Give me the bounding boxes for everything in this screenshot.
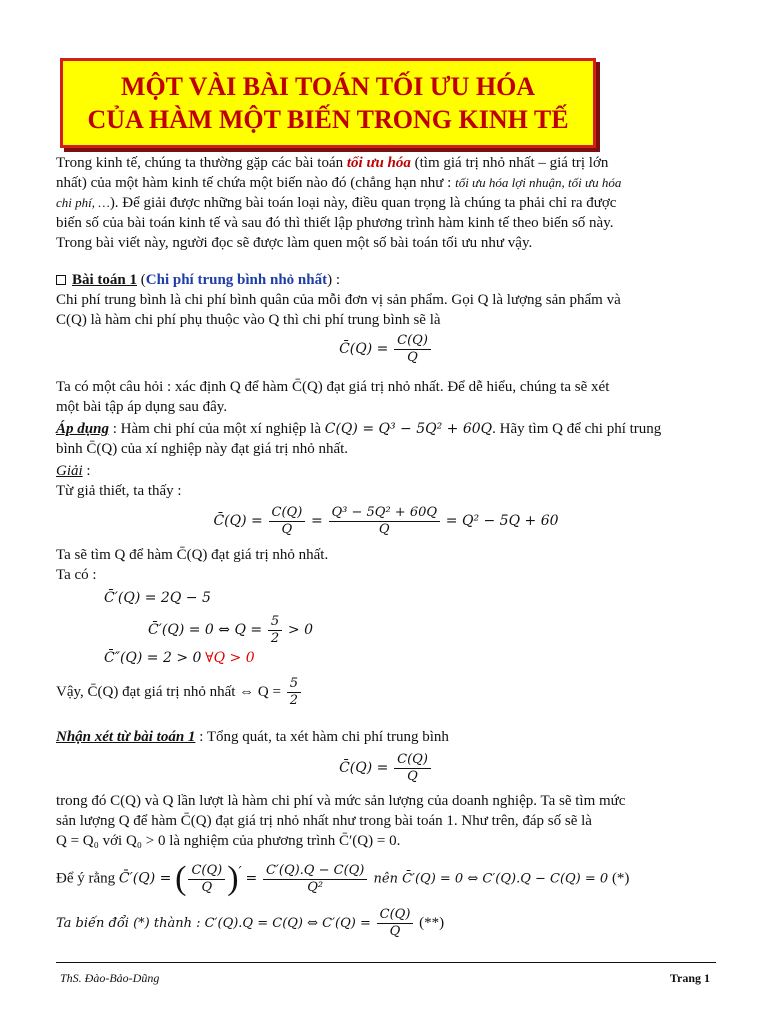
remark-text: trong đó C(Q) và Q lần lượt là hàm chi phí và mức sản lượng của doanh nghiệp. Ta sẽ tìm mức xyxy=(56,793,626,809)
remark-derivative-note: Để ý rằng C̄′(Q) = ( $\frac{C(Q)}{Q}$ )′ = $\frac{C'(Q).Q - C(Q)}{\text{Q²}}$ nên C̄′(Q) = 0 ⇔ C′(Q).Q − C(Q) = 0 (*) xyxy=(56,860,630,897)
colon: : xyxy=(82,463,91,479)
fraction xyxy=(329,505,441,538)
derivative-1 xyxy=(104,588,504,608)
remark-label: Nhận xét từ bài toán 1 xyxy=(56,729,196,745)
fraction-numerator: C′(Q).Q − C(Q) xyxy=(263,863,367,880)
fraction-numerator: 5 xyxy=(268,614,282,631)
fraction xyxy=(287,676,301,709)
remark-paragraph xyxy=(56,791,716,851)
solution-steps xyxy=(56,545,716,585)
derivative-equation: C̄′(Q) = 0 ⇔ Q = xyxy=(148,621,263,638)
application-label: Áp dụng xyxy=(56,421,109,437)
question-text: Ta có một câu hỏi : xác định Q để hàm C̄(Q) đạt giá trị nhỏ nhất. Để dễ hiểu, chúng ta sẽ xét xyxy=(56,379,610,395)
intro-text: Trong kinh tế, chúng ta thường gặp các bài toán xyxy=(56,155,347,171)
eq-lhs: C̄′(Q) = xyxy=(118,870,172,887)
fraction xyxy=(394,752,431,785)
problem1-label: Bài toán 1 xyxy=(72,272,138,288)
paren: ( xyxy=(137,272,146,288)
application-section xyxy=(56,419,716,459)
application-equation: C(Q) = Q³ − 5Q² + 60Q xyxy=(324,421,493,437)
remark-text: sản lượng Q để hàm C̄(Q) đạt giá trị nhỏ nhất như trong bài toán 1. Như trên, đáp số sẽ là xyxy=(56,813,592,829)
question-text: một bài tập áp dụng sau đây. xyxy=(56,399,228,415)
paren: ) : xyxy=(327,272,341,288)
problem1-text: Chi phí trung bình là chi phí bình quân của mỗi đơn vị sản phẩm. Gọi Q là lượng sản phẩm và xyxy=(56,292,621,308)
for-all-condition: ∀Q > 0 xyxy=(205,650,255,666)
intro-paragraph xyxy=(56,153,716,253)
prime-mark: ′ xyxy=(238,864,242,881)
problem1-text: C(Q) là hàm chi phí phụ thuộc vào Q thì chi phí trung bình sẽ là xyxy=(56,312,441,328)
remark-equation: nên C̄′(Q) = 0 ⇔ C′(Q).Q − C(Q) = 0 xyxy=(369,871,609,887)
intro-text: (tìm giá trị nhỏ nhất – giá trị lớn xyxy=(410,155,609,171)
fraction-numerator: C(Q) xyxy=(394,333,431,350)
fraction-denominator: Q² xyxy=(307,879,324,895)
remark-heading xyxy=(56,727,716,747)
equation-tag: (*) xyxy=(608,870,630,887)
derivative-2 xyxy=(148,614,548,647)
footer-author: ThS. Đào-Bảo-Dũng xyxy=(60,971,160,985)
checkbox-icon xyxy=(56,275,66,285)
remark-text: Q = Q₀ với Q₀ > 0 là nghiệm của phương trình C̄′(Q) = 0. xyxy=(56,833,401,849)
application-text: : Hàm chi phí của một xí nghiệp là xyxy=(108,421,325,437)
fraction-denominator: Q xyxy=(407,350,418,365)
problem1-subtitle: Chi phí trung bình nhỏ nhất xyxy=(145,272,328,288)
second-derivative: C̄″(Q) = 2 > 0 xyxy=(104,650,202,666)
eq-lhs: C̄(Q) = xyxy=(339,340,389,357)
eq-lhs: C̄(Q) = xyxy=(339,759,389,776)
title-line-1: MỘT VÀI BÀI TOÁN TỐI ƯU HÓA xyxy=(120,72,536,101)
fraction-denominator: Q xyxy=(389,924,401,939)
fraction xyxy=(268,614,282,647)
eq-lhs: C̄(Q) = xyxy=(213,512,263,529)
fraction-numerator: C(Q) xyxy=(394,752,431,769)
application-text: . Hãy tìm Q để chi phí trung xyxy=(492,421,662,437)
remark-equation: Ta biến đổi (*) thành : C′(Q).Q = C(Q) ⇔ C′(Q) = xyxy=(56,915,371,931)
fraction-numerator: Q³ − 5Q² + 60Q xyxy=(329,505,441,522)
remark-transform xyxy=(56,907,716,940)
remark-text: Để ý rằng xyxy=(56,870,119,887)
intro-text: Trong bài viết này, người đọc sẽ được làm quen một số bài toán tối ưu như vậy. xyxy=(56,235,533,251)
eq-rhs: = Q² − 5Q + 60 xyxy=(445,512,559,529)
fraction-denominator: Q xyxy=(201,879,213,895)
equals: = xyxy=(245,870,258,887)
equation-average-expanded: C̄(Q) = $\frac{C(Q)}{Q}$ = $\frac{\text{Q³ − 5Q² + 60Q}}{Q}$ = Q² − 5Q + 60 xyxy=(213,505,559,537)
intro-examples: chi phí, … xyxy=(56,195,110,210)
fraction-denominator: Q xyxy=(407,769,418,784)
solution-label: Giải xyxy=(56,463,83,479)
remark-text: : Tổng quát, ta xét hàm chi phí trung bình xyxy=(195,729,449,745)
solution-text: Ta có : xyxy=(56,567,97,583)
footer-divider xyxy=(56,962,716,963)
fraction-numerator: 5 xyxy=(287,676,301,693)
title-line-2: CỦA HÀM MỘT BIẾN TRONG KINH TẾ xyxy=(87,105,569,134)
fraction-numerator: C(Q) xyxy=(188,863,225,880)
solution-conclusion xyxy=(56,676,716,709)
equation-remark-average xyxy=(56,752,716,785)
derivative-equation: C̄′(Q) = 2Q − 5 xyxy=(104,590,211,606)
fraction xyxy=(269,505,306,538)
solution-section xyxy=(56,461,716,501)
intro-text: ). Để giải được những bài toán loại này, điều quan trọng là chúng ta phải chỉ ra được xyxy=(109,195,617,211)
intro-text: biến số của bài toán kinh tế và sau đó thì thiết lập phương trình hàm kinh tế theo biến số này. xyxy=(56,215,614,231)
conclusion-text: Vậy, C̄(Q) đạt giá trị nhỏ nhất ⇔ Q = xyxy=(56,683,281,700)
fraction-denominator: Q xyxy=(281,522,293,537)
fraction xyxy=(188,863,225,896)
equation-tag: (**) xyxy=(415,914,445,931)
solution-text: Ta sẽ tìm Q để hàm C̄(Q) đạt giá trị nhỏ nhất. xyxy=(56,547,329,563)
fraction-denominator: Q xyxy=(378,522,390,537)
fraction xyxy=(377,907,414,940)
solution-text: Từ giả thiết, ta thấy : xyxy=(56,483,182,499)
title-box xyxy=(60,58,596,148)
problem1-question xyxy=(56,377,716,417)
fraction xyxy=(263,863,367,896)
application-text: bình C̄(Q) của xí nghiệp này đạt giá trị nhỏ nhất. xyxy=(56,441,349,457)
equation-average-cost xyxy=(56,333,716,366)
footer-page-number: Trang 1 xyxy=(669,971,710,985)
fraction xyxy=(394,333,431,366)
derivative-equation: > 0 xyxy=(287,621,313,638)
problem1-heading xyxy=(56,270,716,330)
fraction-denominator: 2 xyxy=(270,631,280,646)
intro-examples: tối ưu hóa lợi nhuận, tối ưu hóa xyxy=(455,175,622,190)
fraction-numerator: C(Q) xyxy=(377,907,414,924)
fraction-denominator: 2 xyxy=(289,693,298,708)
intro-highlight: tối ưu hóa xyxy=(346,155,411,171)
derivative-3 xyxy=(104,648,504,668)
fraction-numerator: C(Q) xyxy=(269,505,306,522)
intro-text: nhất) của một hàm kinh tế chứa một biến nào đó (chẳng hạn như : xyxy=(56,175,456,191)
